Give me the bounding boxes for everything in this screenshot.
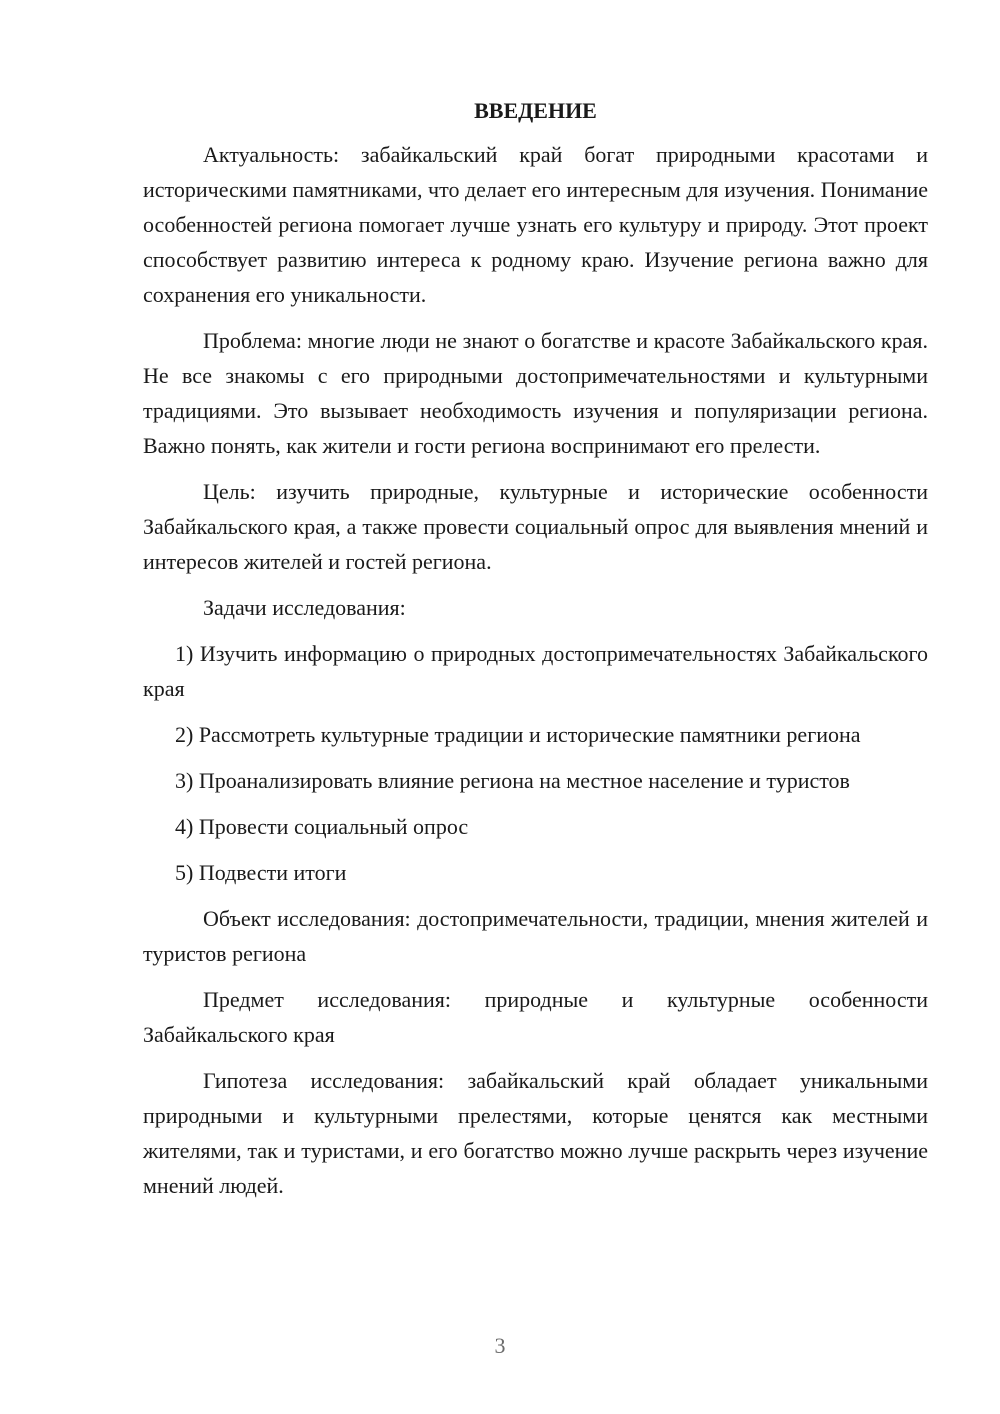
task-item-3: 3) Проанализировать влияние региона на местное население и туристов [175, 768, 850, 793]
document-page [143, 96, 928, 1214]
paragraph-subject: Предмет исследования: природные и культурные особенности Забайкальского края [143, 987, 928, 1047]
page-number: 3 [494, 1333, 506, 1358]
task-item-4: 4) Провести социальный опрос [175, 814, 469, 839]
paragraph-hypothesis: Гипотеза исследования: забайкальский край обладает уникальными природными и культурными прелестями, которые ценятся как местными жителями, так и туристами, и его богатство можно лучше раскрыть через изучение мнений людей. [143, 1068, 928, 1198]
task-item-2: 2) Рассмотреть культурные традиции и исторические памятники региона [175, 722, 861, 747]
paragraph-goal: Цель: изучить природные, культурные и исторические особенности Забайкальского края, а также провести социальный опрос для выявления мнений и интересов жителей и гостей региона. [143, 479, 928, 574]
tasks-heading: Задачи исследования: [203, 595, 406, 620]
paragraph-relevance: Актуальность: забайкальский край богат природными красотами и историческими памятниками, что делает его интересным для изучения. Понимание особенностей региона помогает лучше узнать его культуру и природу. Этот проект способствует развитию интереса к родному краю. Изучение региона важно для сохранения его уникальности. [143, 142, 928, 307]
paragraph-object: Объект исследования: достопримечательности, традиции, мнения жителей и туристов региона [143, 906, 928, 966]
task-item-1: 1) Изучить информацию о природных достопримечательностях Забайкальского края [143, 641, 928, 701]
section-title: ВВЕДЕНИЕ [474, 98, 597, 123]
task-item-5: 5) Подвести итоги [175, 860, 347, 885]
paragraph-problem: Проблема: многие люди не знают о богатстве и красоте Забайкальского края. Не все знакомы с его природными достопримечательностями и культурными традициями. Это вызывает необходимость изучения и популяризации региона. Важно понять, как жители и гости региона воспринимают его прелести. [143, 328, 928, 458]
